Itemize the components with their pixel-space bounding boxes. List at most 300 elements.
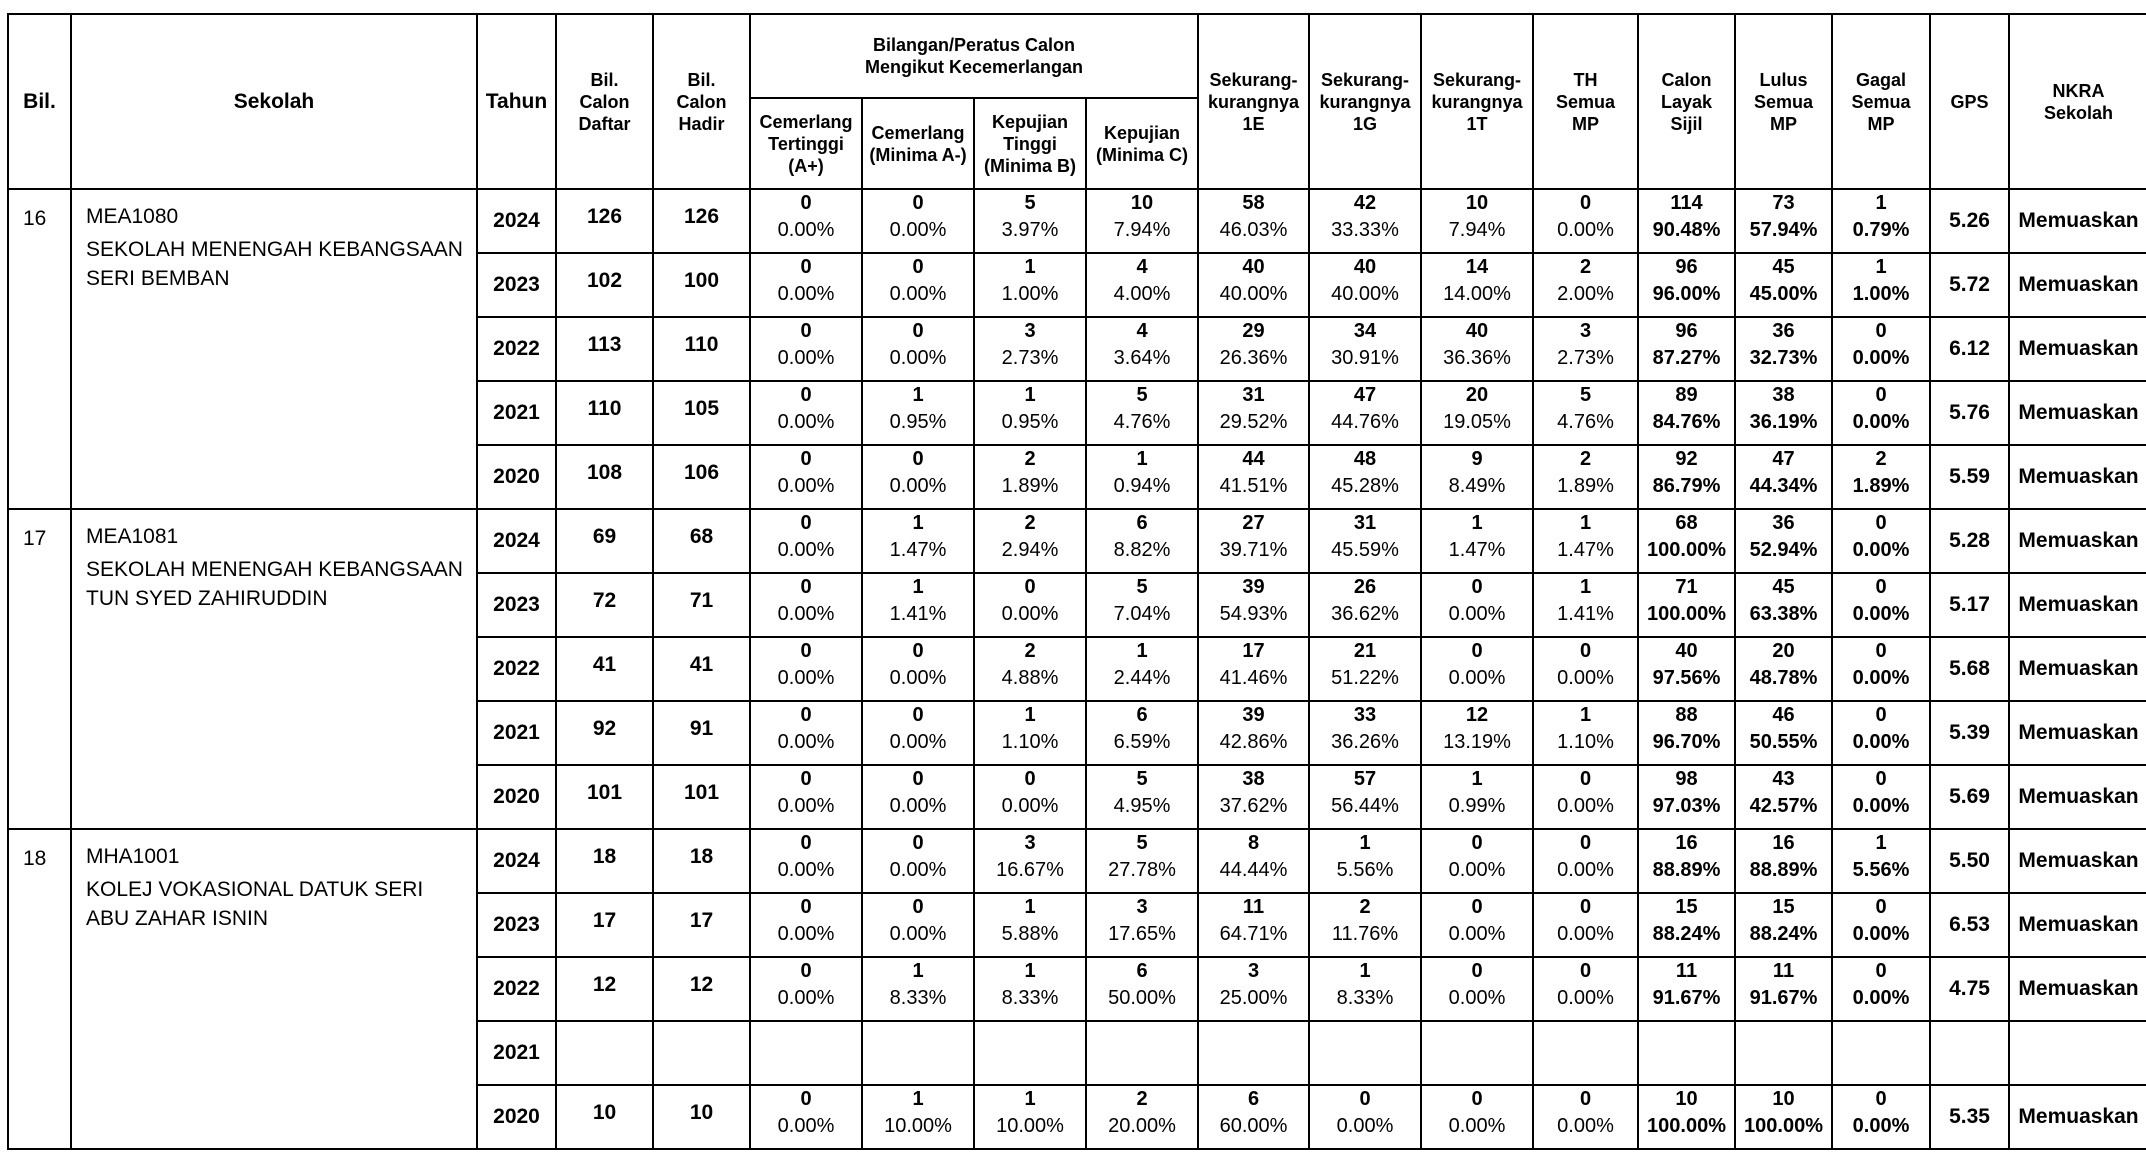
header-line: Sekurang- [1209,69,1298,90]
table-row [8,829,2146,893]
stat-percent: 48.78% [1749,667,1818,689]
stat-percent: 0.00% [777,1115,835,1137]
stat-cell [1198,509,1309,573]
stat-cell [1638,189,1735,253]
stat-cell [974,381,1086,445]
stat-cell [1198,445,1309,509]
stat-count: 5 [1136,768,1148,790]
nkra-cell: Memuaskan [2009,957,2146,1021]
stat-percent: 91.67% [1749,987,1818,1009]
stat-percent: 7.94% [1113,219,1171,241]
stat-cell [1735,509,1832,573]
stat-count: 0 [1875,512,1887,534]
calon-hadir-cell: 101 [653,765,750,829]
stat-percent: 0.00% [1448,667,1506,689]
header-line: Sijil [1670,113,1703,134]
stat-count: 0 [912,640,924,662]
year-cell: 2023 [477,893,556,957]
stat-count: 0 [800,960,812,982]
stat-percent: 0.00% [777,731,835,753]
school-number: 16 [8,189,71,509]
stat-cell [1533,253,1638,317]
year-cell: 2020 [477,765,556,829]
stat-count: 45 [1772,576,1795,598]
stat-percent: 0.00% [1336,1115,1394,1137]
stat-percent: 96.00% [1652,283,1721,305]
stat-cell [1735,1085,1832,1149]
nkra-cell: Memuaskan [2009,829,2146,893]
stat-count: 38 [1772,384,1795,406]
header-line: Mengikut Kecemerlangan [864,57,1084,77]
stat-count: 0 [1471,960,1483,982]
stat-cell [1832,253,1930,317]
stat-count: 47 [1772,448,1795,470]
calon-hadir-cell: 105 [653,381,750,445]
stat-cell [1832,701,1930,765]
calon-daftar-cell: 113 [556,317,653,381]
stat-percent: 87.27% [1652,347,1721,369]
header-line: Gagal [1855,69,1907,90]
year-cell: 2024 [477,189,556,253]
stat-cell [974,829,1086,893]
header-calon-layak-sijil [1638,14,1735,189]
stat-percent: 1.89% [1852,475,1910,497]
stat-count: 6 [1136,512,1148,534]
gps-cell: 5.39 [1930,701,2009,765]
stat-cell [1198,381,1309,445]
stat-count: 11 [1772,960,1795,982]
stat-percent: 64.71% [1219,923,1288,945]
stat-cell [1309,381,1421,445]
stat-cell [1638,253,1735,317]
calon-hadir-cell: 10 [653,1085,750,1149]
stat-cell [974,317,1086,381]
calon-hadir-cell: 91 [653,701,750,765]
stat-count: 1 [1359,832,1371,854]
stat-cell [1735,893,1832,957]
stat-percent: 44.34% [1749,475,1818,497]
stat-count: 68 [1675,512,1698,534]
stat-cell [1309,957,1421,1021]
stat-count: 10 [1675,1088,1698,1110]
header-cemerlang-tertinggi [750,98,862,189]
stat-count: 58 [1242,192,1265,214]
stat-percent: 0.00% [1448,923,1506,945]
nkra-cell: Memuaskan [2009,381,2146,445]
stat-count: 47 [1353,384,1377,406]
gps-cell: 6.12 [1930,317,2009,381]
stat-percent: 0.00% [1852,987,1910,1009]
stat-percent: 0.00% [1557,923,1614,945]
stat-cell [1533,573,1638,637]
stat-count: 16 [1772,832,1795,854]
stat-percent: 45.59% [1331,539,1399,561]
stat-percent: 0.00% [889,795,947,817]
header-sekolah: Sekolah [71,14,477,189]
header-line: Sekurang- [1320,69,1410,90]
stat-cell [1309,893,1421,957]
stat-percent: 44.44% [1219,859,1288,881]
stat-cell [1832,189,1930,253]
stat-count: 43 [1772,768,1795,790]
stat-cell [974,509,1086,573]
stat-cell [974,1085,1086,1149]
stat-cell [1086,1021,1198,1085]
stat-cell [1309,829,1421,893]
stat-percent: 36.26% [1331,731,1399,753]
stat-count: 21 [1353,640,1377,662]
year-cell: 2020 [477,445,556,509]
stat-percent: 4.76% [1113,411,1171,433]
stat-count: 3 [1136,896,1148,918]
stat-count: 20 [1465,384,1489,406]
stat-cell [1832,893,1930,957]
stat-count: 40 [1465,320,1489,342]
stat-percent: 2.00% [1557,283,1614,305]
header-sekurang-1t [1421,14,1533,189]
stat-cell [1198,637,1309,701]
header-line: TH [1573,69,1598,90]
stat-cell [1533,893,1638,957]
stat-percent: 1.10% [1557,731,1614,753]
stat-cell [1533,381,1638,445]
stat-percent: 30.91% [1331,347,1399,369]
stat-count: 0 [1875,704,1887,726]
stat-cell [1198,189,1309,253]
stat-percent: 6.59% [1113,731,1171,753]
stat-cell [862,573,974,637]
stat-percent: 4.00% [1113,283,1171,305]
stat-cell [750,573,862,637]
stat-percent: 100.00% [1744,1115,1823,1137]
stat-cell [1638,637,1735,701]
header-line: Cemerlang [871,122,965,143]
stat-count: 5 [1579,384,1592,406]
stat-percent: 100.00% [1647,539,1726,561]
stat-cell [862,637,974,701]
stat-cell [1735,637,1832,701]
stat-count: 0 [1875,576,1887,598]
stat-count: 44 [1242,448,1265,470]
stat-cell [1533,829,1638,893]
stat-count: 92 [1675,448,1698,470]
stat-percent: 0.00% [1448,1115,1506,1137]
stat-count: 14 [1465,256,1489,278]
stat-percent: 40.00% [1219,283,1288,305]
stat-cell [1421,957,1533,1021]
stat-cell [1421,381,1533,445]
school-results-table [7,13,2146,1150]
stat-count: 0 [1579,768,1592,790]
stat-count: 0 [800,512,812,534]
header-sekurang-1g [1309,14,1421,189]
stat-percent: 32.73% [1749,347,1818,369]
gps-cell: 5.17 [1930,573,2009,637]
header-line: Sekolah [2043,102,2114,123]
stat-cell [1086,317,1198,381]
header-line: Kepujian [1103,122,1180,143]
stat-count: 9 [1471,448,1483,470]
nkra-cell: Memuaskan [2009,701,2146,765]
stat-count: 1 [1024,384,1036,406]
header-calon-hadir [653,14,750,189]
stat-count: 0 [1875,896,1887,918]
stat-cell [1832,829,1930,893]
nkra-cell: Memuaskan [2009,893,2146,957]
header-line: Cemerlang [759,111,853,132]
stat-count: 0 [912,448,924,470]
stat-percent: 0.00% [777,347,835,369]
stat-count: 6 [1136,704,1148,726]
year-cell: 2021 [477,1021,556,1085]
stat-count: 0 [1471,640,1483,662]
stat-count: 48 [1353,448,1377,470]
header-line: NKRA [2052,80,2105,101]
stat-count: 10 [1465,192,1489,214]
year-cell: 2022 [477,317,556,381]
stat-count: 0 [1875,320,1887,342]
stat-count: 0 [912,320,924,342]
calon-daftar-cell: 102 [556,253,653,317]
stat-percent: 1.00% [1001,283,1059,305]
stat-cell [750,637,862,701]
gps-cell: 5.69 [1930,765,2009,829]
stat-count: 1 [912,576,924,598]
stat-cell [1735,573,1832,637]
stat-count: 27 [1242,512,1265,534]
stat-cell [1086,509,1198,573]
stat-percent: 41.46% [1219,667,1288,689]
stat-cell [1638,509,1735,573]
nkra-cell: Memuaskan [2009,637,2146,701]
calon-daftar-cell: 41 [556,637,653,701]
stat-percent: 1.89% [1001,475,1059,497]
stat-cell [750,1021,862,1085]
stat-percent: 84.76% [1652,411,1721,433]
stat-cell [750,765,862,829]
stat-cell [1832,381,1930,445]
stat-percent: 0.00% [1448,603,1506,625]
stat-count: 5 [1024,192,1036,214]
stat-percent: 54.93% [1219,603,1288,625]
stat-count: 1 [1579,512,1592,534]
stat-count: 0 [800,448,812,470]
header-line: 1T [1466,113,1488,134]
stat-percent: 0.00% [1557,859,1614,881]
stat-cell [1309,253,1421,317]
stat-percent: 0.00% [889,347,947,369]
stat-count: 0 [800,704,812,726]
stat-cell [1735,445,1832,509]
gps-cell: 5.68 [1930,637,2009,701]
stat-count: 1 [1875,192,1887,214]
stat-percent: 2.94% [1001,539,1059,561]
stat-percent: 4.76% [1557,411,1614,433]
calon-hadir-cell: 71 [653,573,750,637]
stat-count: 36 [1772,512,1795,534]
stat-cell [1198,317,1309,381]
stat-count: 1 [1024,256,1036,278]
stat-percent: 8.33% [889,987,947,1009]
stat-percent: 0.00% [1557,987,1614,1009]
table-row [8,189,2146,253]
stat-percent: 10.00% [884,1115,952,1137]
stat-cell [974,893,1086,957]
stat-count: 1 [1136,640,1148,662]
stat-count: 1 [912,384,924,406]
gps-cell: 6.53 [1930,893,2009,957]
stat-count: 114 [1670,192,1703,214]
stat-percent: 1.47% [1448,539,1506,561]
calon-daftar-cell: 12 [556,957,653,1021]
calon-daftar-cell: 18 [556,829,653,893]
stat-percent: 36.36% [1443,347,1511,369]
stat-percent: 57.94% [1749,219,1818,241]
stat-cell [862,189,974,253]
stat-cell [1832,957,1930,1021]
stat-count: 46 [1772,704,1795,726]
header-sekurang-1e [1198,14,1309,189]
gps-cell [1930,1021,2009,1085]
stat-percent: 0.00% [889,475,947,497]
stat-percent: 100.00% [1647,603,1726,625]
header-line: Tertinggi [768,133,844,154]
stat-percent: 97.56% [1652,667,1721,689]
stat-count: 2 [1579,256,1592,278]
stat-cell [1638,381,1735,445]
nkra-cell: Memuaskan [2009,445,2146,509]
stat-percent: 0.00% [1852,923,1910,945]
stat-cell [1638,765,1735,829]
stat-percent: 0.79% [1852,219,1910,241]
stat-count: 0 [1579,960,1592,982]
stat-percent: 0.00% [1852,795,1910,817]
header-line: Semua [1555,91,1616,112]
header-th-semua-mp [1533,14,1638,189]
stat-cell [1735,701,1832,765]
stat-count: 1 [1471,512,1483,534]
stat-cell [1309,765,1421,829]
stat-percent: 0.00% [777,987,835,1009]
stat-percent: 0.00% [777,923,835,945]
stat-count: 0 [800,320,812,342]
stat-count: 4 [1136,320,1148,342]
stat-percent: 0.00% [1557,795,1614,817]
stat-count: 1 [1136,448,1148,470]
stat-cell [1735,829,1832,893]
stat-cell [1421,893,1533,957]
stat-percent: 3.97% [1001,219,1059,241]
stat-percent: 63.38% [1749,603,1818,625]
stat-cell [750,253,862,317]
header-line: 1E [1242,113,1265,134]
gps-cell: 5.76 [1930,381,2009,445]
stat-percent: 36.62% [1331,603,1399,625]
stat-cell [862,253,974,317]
stat-count: 4 [1136,256,1148,278]
stat-percent: 0.00% [1852,347,1910,369]
stat-count: 20 [1772,640,1795,662]
stat-cell [1309,189,1421,253]
stat-count: 0 [800,640,812,662]
header-line: 1G [1352,113,1377,134]
stat-percent: 1.41% [1557,603,1614,625]
calon-daftar-cell: 69 [556,509,653,573]
stat-cell [862,765,974,829]
stat-percent: 0.00% [1852,731,1910,753]
stat-count: 34 [1353,320,1377,342]
stat-percent: 19.05% [1443,411,1511,433]
stat-cell [974,957,1086,1021]
stat-count: 0 [1024,768,1036,790]
nkra-cell: Memuaskan [2009,1085,2146,1149]
header-gps: GPS [1930,14,2009,189]
stat-percent: 0.00% [889,283,947,305]
calon-hadir-cell [653,1021,750,1085]
stat-cell [1832,637,1930,701]
stat-cell [1832,1021,1930,1085]
stat-percent: 42.57% [1749,795,1818,817]
stat-count: 15 [1675,896,1698,918]
stat-cell [862,829,974,893]
stat-percent: 42.86% [1219,731,1288,753]
nkra-cell: Memuaskan [2009,573,2146,637]
stat-cell [1533,701,1638,765]
stat-cell [750,1085,862,1149]
stat-cell [1086,445,1198,509]
header-line: MP [1867,113,1895,134]
header-line: Bilangan/Peratus Calon [872,35,1076,55]
school-cell [71,189,477,509]
stat-count: 1 [912,1088,924,1110]
stat-cell [1638,1021,1735,1085]
stat-count: 88 [1675,704,1698,726]
header-line: Tinggi [1003,133,1057,154]
header-nkra-sekolah [2009,14,2146,189]
header-line: kurangnya [1319,91,1411,112]
stat-count: 98 [1675,768,1698,790]
stat-cell [1421,573,1533,637]
stat-cell [1638,701,1735,765]
stat-cell [1198,765,1309,829]
calon-hadir-cell: 110 [653,317,750,381]
stat-count: 40 [1675,640,1698,662]
calon-daftar-cell: 108 [556,445,653,509]
stat-cell [1198,829,1309,893]
stat-percent: 97.03% [1652,795,1721,817]
year-cell: 2022 [477,957,556,1021]
stat-cell [1198,253,1309,317]
stat-count: 2 [1359,896,1371,918]
stat-percent: 0.00% [1852,411,1910,433]
header-line: (Minima A-) [869,144,967,165]
stat-cell [1086,701,1198,765]
results-table-container [7,13,2146,1150]
stat-percent: 0.00% [889,667,947,689]
stat-cell [1086,957,1198,1021]
calon-daftar-cell: 92 [556,701,653,765]
stat-percent: 50.00% [1108,987,1176,1009]
stat-count: 2 [1024,448,1036,470]
stat-count: 1 [1875,832,1887,854]
calon-daftar-cell: 126 [556,189,653,253]
year-cell: 2021 [477,701,556,765]
stat-cell [1309,509,1421,573]
stat-percent: 0.99% [1448,795,1506,817]
stat-cell [1086,381,1198,445]
stat-percent: 11.76% [1331,923,1399,945]
stat-count: 3 [1024,320,1036,342]
